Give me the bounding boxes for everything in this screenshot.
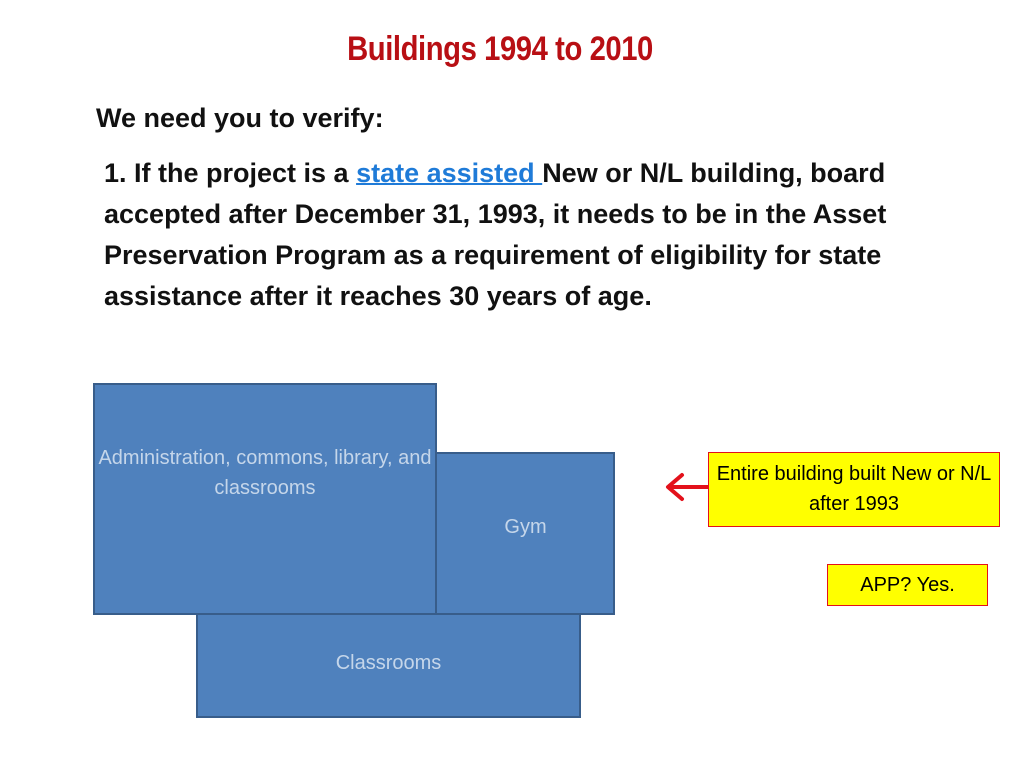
app-yes-callout: APP? Yes.	[827, 564, 988, 606]
paragraph-text-start: 1. If the project is a	[104, 158, 357, 188]
gym-block	[420, 452, 615, 615]
state-assisted-link[interactable]: state assisted	[356, 158, 543, 188]
administration-block	[93, 383, 437, 615]
classrooms-block	[196, 600, 581, 718]
paragraph-text-end: New or N/L building, board accepted after December 31, 1993, it needs to be in the Asset Preservation Program as a requirement of eligibility for state assistance after it reaches 30 years of age.	[104, 158, 887, 311]
built-after-1993-callout: Entire building built New or N/L after 1993	[708, 452, 1000, 527]
slide-title: Buildings 1994 to 2010	[347, 30, 653, 68]
requirement-paragraph	[104, 153, 964, 317]
lead-text: We need you to verify:	[96, 103, 384, 133]
classrooms-label: Classrooms	[335, 652, 442, 674]
arrow-left-icon	[662, 470, 710, 504]
administration-label: Administration, commons, library, and classrooms	[98, 447, 432, 499]
gym-label: Gym	[504, 516, 547, 538]
